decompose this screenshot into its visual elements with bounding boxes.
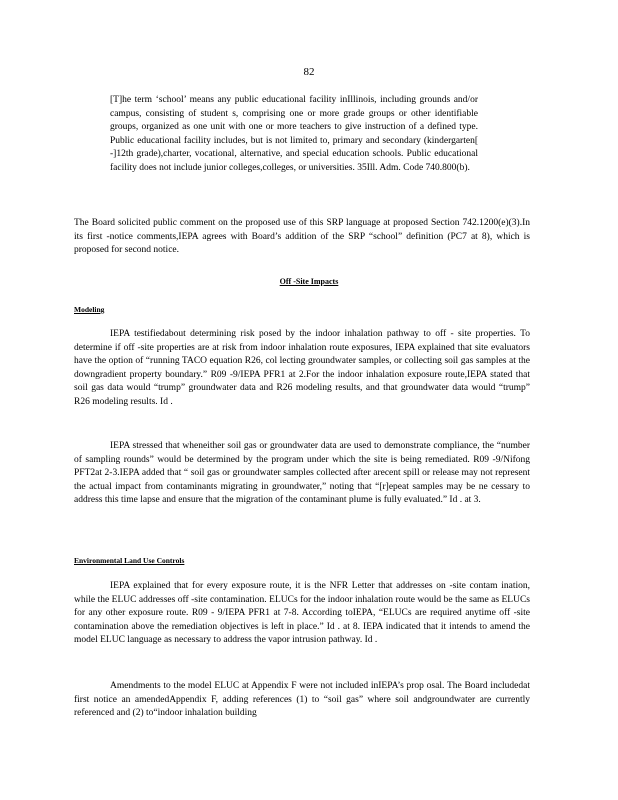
- subheading-environmental-land-use-controls: [74, 555, 184, 566]
- page-number: 82: [303, 66, 315, 78]
- modeling-paragraph-2: [74, 440, 530, 508]
- board-solicited-paragraph: [74, 217, 530, 258]
- paragraph-text: The Board solicited public comment on the proposed use of this SRP language at proposed Section 742.1200(e)(3).In its first -notice comments,IEPA agrees with Board’s addition of the SRP “school” definition (PC7 at 8), which is proposed for second notice.: [74, 218, 530, 256]
- subheading-modeling: [74, 304, 104, 315]
- modeling-paragraph-1: [74, 328, 530, 410]
- paragraph-text: IEPA stressed that wheneither soil gas or groundwater data are used to demonstrate compliance, the “number of sampling rounds” would be determined by the program under which the site is being remediated. R09 -9/Nifong PFT2at 2-3.IEPA added that “ soil gas or groundwater samples collected after arecent spill or release may not represent the actual impact from contaminants migrating in groundwater,” noting that “[r]epeat samples may be ne cessary to address this time lapse and ensure that the migration of the contaminant plume is fully evaluated.” Id . at 3.: [74, 441, 530, 506]
- subheading-text: Environmental Land Use Controls: [74, 556, 185, 565]
- subheading-text: Modeling: [74, 305, 105, 314]
- school-definition-quote: [110, 94, 478, 176]
- quote-text: [T]he term ‘school’ means any public educational facility inIllinois, including grounds and/or campus, consisting of student s, comprising one or more grade groups or other identifiable groups, organized as one unit with one or more teachers to give instruction of a defined type. Public educational facility includes, but is not limited to, primary and secondary (kindergarten[ -]12th grade),charter, vocational, alternative, and special education schools. Public educational facility does not include junior colleges,colleges, or universities. 35Ill. Adm. Code 740.800(b).: [110, 95, 478, 173]
- paragraph-text: IEPA testifiedabout determining risk posed by the indoor inhalation pathway to off - site properties. To determine if off -site properties are at risk from indoor inhalation route exposures, IEPA explained that site evaluators have the option of “running TACO equation R26, col lecting groundwater samples, or collecting soil gas samples at the downgradient property boundary.” R09 -9/IEPA PFR1 at 2.For the indoor inhalation exposure route,IEPA stated that soil gas data would “trump” groundwater data and R26 modeling results, and that groundwater data would “trump” R26 modeling results. Id .: [74, 329, 530, 407]
- section-heading-text: Off -Site Impacts: [279, 277, 339, 286]
- paragraph-text: Amendments to the model ELUC at Appendix F were not included inIEPA’s prop osal. The Board includedat first notice an amendedAppendix F, adding references (1) to “soil gas” where soil andgroundwater are currently referenced and (2) to“indoor inhalation building: [74, 681, 530, 719]
- eluc-paragraph-2: [74, 680, 530, 721]
- eluc-paragraph-1: [74, 580, 530, 648]
- section-heading-off-site-impacts: [0, 276, 618, 287]
- paragraph-text: IEPA explained that for every exposure route, it is the NFR Letter that addresses on -site contam ination, while the ELUC addresses off -site contamination. ELUCs for the indoor inhalation route would be the same as ELUCs for any other exposure route. R09 - 9/IEPA PFR1 at 7-8. According toIEPA, “ELUCs are required anytime off -site contamination above the remediation objectives is left in place.” Id . at 8. IEPA indicated that it intends to amend the model ELUC language as necessary to address the vapor intrusion pathway. Id .: [74, 581, 530, 646]
